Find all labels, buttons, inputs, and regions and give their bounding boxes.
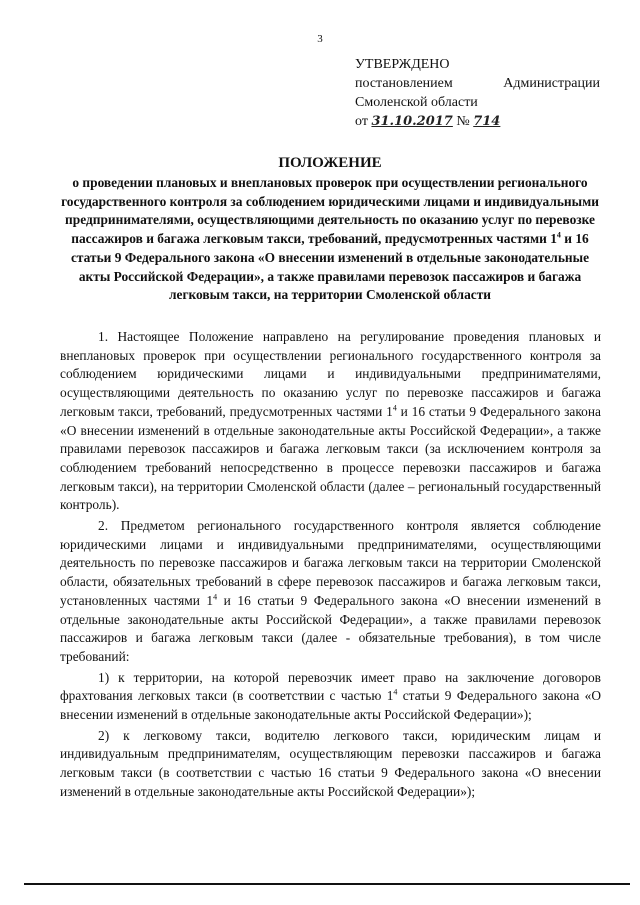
subtitle-text-1: о проведении плановых и внеплановых проверок при осуществлении регионального государственного контроля за соблюдением юридическими лицами и индивидуальными предпринимателями, осуществляющими деятельность по оказанию услуг по перевозке пассажиров и багажа легковым такси, требований, предусмотренных частями 1 xyxy=(61,175,599,247)
approval-line1 xyxy=(355,74,600,93)
subtitle-superscript: 4 xyxy=(556,230,561,240)
paragraph-1-text-1: 1. Настоящее Положение направлено на регулирование проведения плановых и внеплановых проверок при осуществлении регионального государственного контроля за соблюдением юридическими лицами и индивидуальными предпринимателями, осуществляющими деятельность по оказанию услуг по перевозке пассажиров и багажа легковым такси, требований, предусмотренных частями 1 xyxy=(60,329,601,419)
number-prefix: № xyxy=(456,114,470,129)
approval-administration-word: Администрации xyxy=(503,76,600,91)
paragraph-3-text-1: 1) к территории, на которой перевозчик имеет право на заключение договоров фрахтования легковых такси (в соответствии с частью 1 xyxy=(60,669,601,704)
paragraph-1-superscript: 4 xyxy=(392,403,397,413)
date-prefix: от xyxy=(355,114,368,129)
subtitle-text-2: и 16 статьи 9 Федерального закона «О внесении изменений в отдельные законодательные акты Российской Федерации», а также правилами перевозок пассажиров и багажа легковым такси, на территории Смоленской области xyxy=(70,231,590,303)
document-body xyxy=(60,328,601,804)
paragraph-2 xyxy=(60,517,601,667)
bottom-divider xyxy=(24,883,630,885)
paragraph-3-text-2: статьи 9 Федерального закона «О внесении изменений в отдельные законодательные акты Российской Федерации»); xyxy=(60,688,601,723)
document-subtitle xyxy=(60,174,600,305)
approval-heading: УТВЕРЖДЕНО xyxy=(355,57,450,72)
paragraph-2-superscript: 4 xyxy=(213,592,218,602)
paragraph-4: 2) к легковому такси, водителю легкового такси, юридическим лицам и индивидуальным предпринимателям, осуществляющим перевозки пассажиров и багажа легковым такси (в соответствии с частью 16 статьи 9 Федерального закона «О внесении изменений в отдельные законодательные акты Российской Федерации»); xyxy=(60,727,601,799)
paragraph-2-text-2: и 16 статьи 9 Федерального закона «О внесении изменений в отдельные законодательные акты Российской Федерации», а также правилами перевозок пассажиров и багажа легковым такси (далее - обязательные требования), в том числе требований: xyxy=(60,592,601,664)
handwritten-date: 31.10.2017 xyxy=(371,114,453,129)
paragraph-1-text-2: и 16 статьи 9 Федерального закона «О внесении изменений в отдельные законодательные акты Российской Федерации», а также правилами перевозок пассажиров и багажа легковым такси (за исключением контроля за соблюдением требований непосредственно в процессе перевозки пассажиров и багажа легковым такси), на территории Смоленской области (далее – региональный государственный контроль). xyxy=(60,403,601,513)
paragraph-1 xyxy=(60,328,601,515)
paragraph-3-superscript: 4 xyxy=(393,687,398,697)
paragraph-3 xyxy=(60,669,601,725)
approval-date-line xyxy=(355,112,600,131)
approval-decree-word: постановлением xyxy=(355,76,453,91)
document-title: ПОЛОЖЕНИЕ xyxy=(278,155,382,171)
approval-region: Смоленской области xyxy=(355,95,478,110)
paragraph-2-text-1: 2. Предметом регионального государственного контроля является соблюдение юридическими лицами и индивидуальными предпринимателями, осуществляющими деятельность по перевозке пассажиров и багажа легковым такси на территории Смоленской области, обязательных требований в сфере перевозок пассажиров и багажа легковым такси, установленных частями 1 xyxy=(60,518,601,608)
handwritten-number: 714 xyxy=(473,114,501,129)
page-number: 3 xyxy=(317,33,323,45)
approval-stamp xyxy=(355,55,600,131)
